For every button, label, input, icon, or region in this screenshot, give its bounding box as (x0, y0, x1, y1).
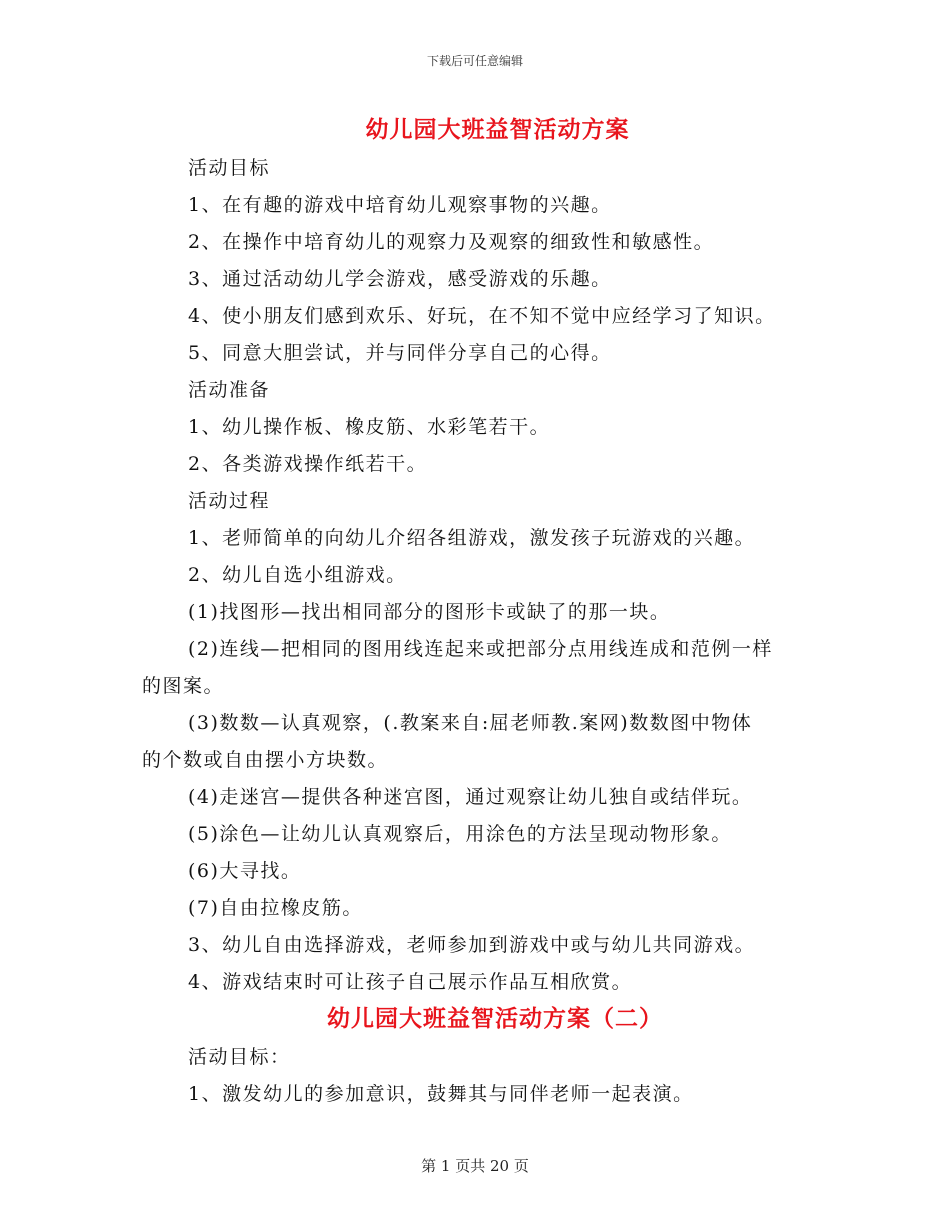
process-subitem: (4)走迷宫—提供各种迷宫图，通过观察让幼儿独自或结伴玩。 (188, 786, 753, 808)
section-heading-prep: 活动准备 (188, 379, 271, 401)
section-heading-goals: 活动目标 (188, 157, 271, 179)
process-subitem: (3)数数—认真观察，(.教案来自:屈老师教.案网)数数图中物体 (188, 712, 753, 734)
goal-item: 5、同意大胆尝试，并与同伴分享自己的心得。 (188, 342, 612, 364)
process-item: 2、幼儿自选小组游戏。 (188, 564, 407, 586)
document-title: 幼儿园大班益智活动方案 (365, 116, 630, 143)
section-heading-goals-2: 活动目标： (188, 1046, 291, 1068)
goal-item: 3、通过活动幼儿学会游戏，感受游戏的乐趣。 (188, 268, 612, 290)
process-subitem: (6)大寻找。 (188, 860, 302, 882)
process-subitem: (7)自由拉橡皮筋。 (188, 897, 363, 919)
process-subitem: (1)找图形—找出相同部分的图形卡或缺了的那一块。 (188, 601, 671, 623)
document-body (0, 110, 950, 1113)
process-subitem: (5)涂色—让幼儿认真观察后，用涂色的方法呈现动物形象。 (188, 823, 732, 845)
prep-item: 2、各类游戏操作纸若干。 (188, 453, 428, 475)
section-heading-process: 活动过程 (188, 490, 271, 512)
page-header: 下载后可任意编辑 (426, 54, 523, 68)
goal-item: 1、在有趣的游戏中培育幼儿观察事物的兴趣。 (188, 194, 612, 216)
process-item: 3、幼儿自由选择游戏，老师参加到游戏中或与幼儿共同游戏。 (188, 934, 756, 956)
process-item: 4、游戏结束时可让孩子自己展示作品互相欣赏。 (188, 971, 633, 993)
process-subitem-continuation: 的个数或自由摆小方块数。 (142, 749, 389, 771)
process-subitem: (2)连线—把相同的图用线连起来或把部分点用线连成和范例一样 (188, 638, 773, 660)
goal-item: 2、在操作中培育幼儿的观察力及观察的细致性和敏感性。 (188, 231, 715, 253)
prep-item: 1、幼儿操作板、橡皮筋、水彩笔若干。 (188, 416, 551, 438)
process-subitem-continuation: 的图案。 (142, 675, 225, 697)
document-title-second: 幼儿园大班益智活动方案（二） (327, 1005, 663, 1032)
goal-item: 4、使小朋友们感到欢乐、好玩，在不知不觉中应经学习了知识。 (188, 305, 776, 327)
process-item: 1、老师简单的向幼儿介绍各组游戏，激发孩子玩游戏的兴趣。 (188, 527, 756, 549)
goal-item: 1、激发幼儿的参加意识，鼓舞其与同伴老师一起表演。 (188, 1083, 694, 1105)
page-footer: 第 1 页共 20 页 (421, 1157, 529, 1175)
